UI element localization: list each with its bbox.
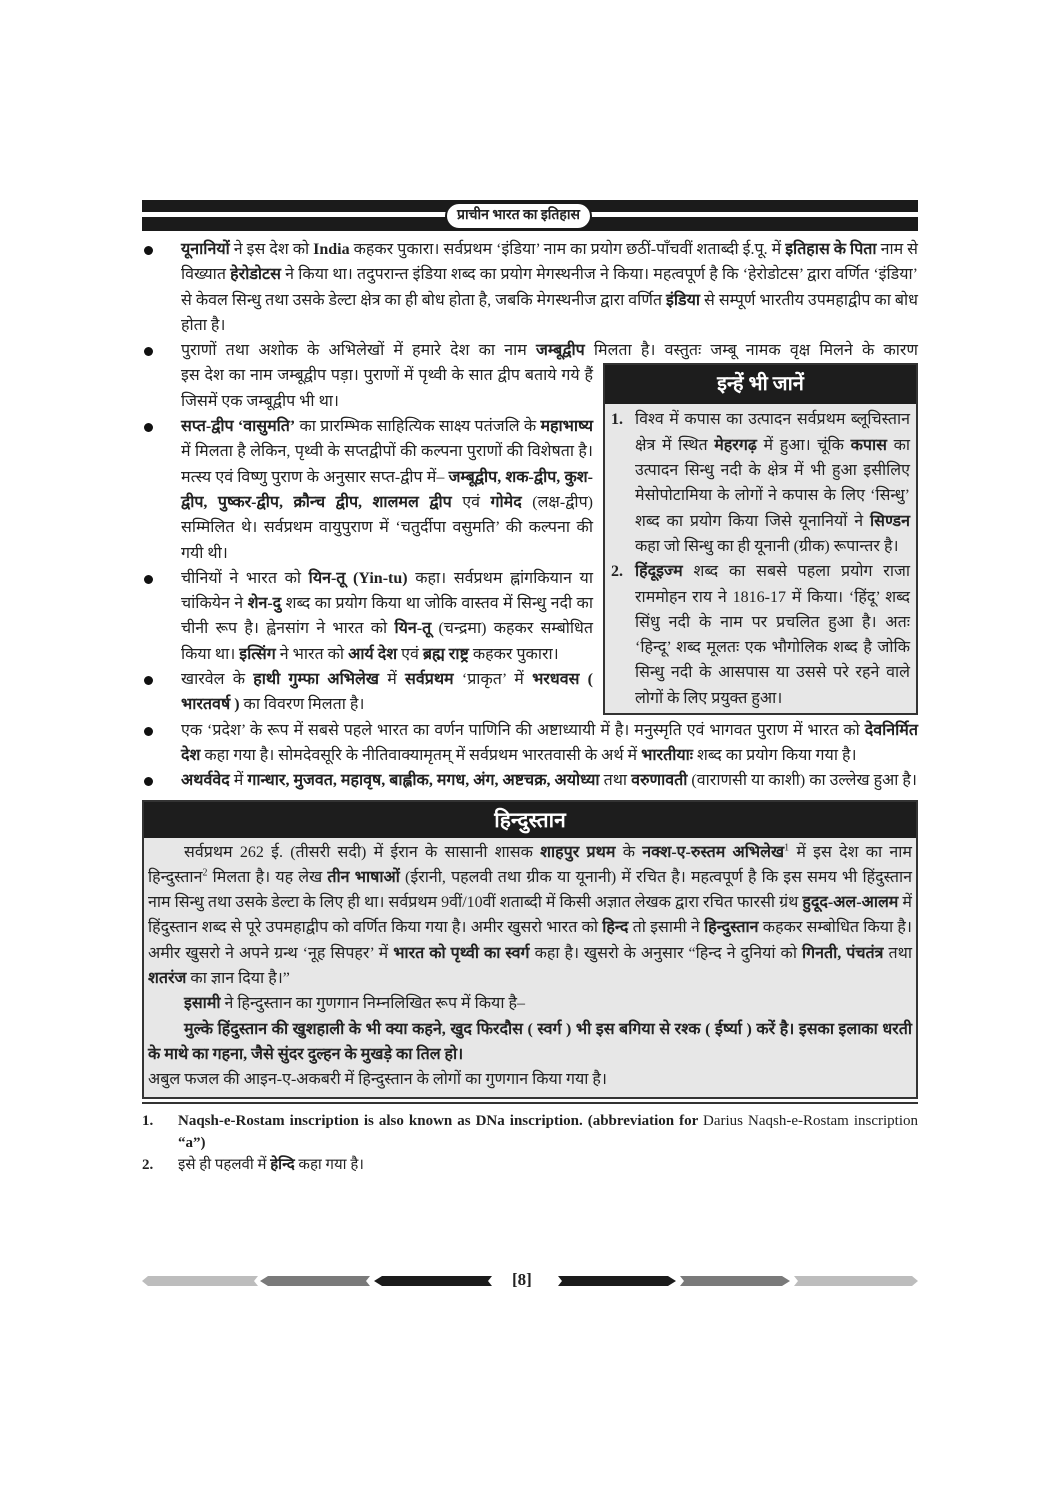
text: ‘प्राकृत’ में (453, 671, 533, 689)
text: एवं (397, 645, 423, 663)
text: कहकर पुकारा। (468, 645, 559, 663)
item-number: 1. (611, 411, 623, 429)
text: एवं (451, 493, 491, 511)
rich-text (178, 1157, 364, 1173)
page-footer (142, 1270, 918, 1292)
bold-text: शतरंज (148, 970, 187, 988)
bold-text: इसामी (184, 995, 221, 1013)
text: पुराणों तथा अशोक के अभिलेखों में हमारे देश का नाम (181, 342, 537, 360)
paragraph (148, 991, 912, 1016)
rich-text (148, 1071, 607, 1088)
bold-text: हेरोडोटस (230, 266, 281, 284)
rich-text (181, 418, 593, 561)
text: मिलता है। यह लेख (207, 868, 328, 886)
bold-text: मेहरगढ़ (714, 436, 757, 454)
page-number: [8] (512, 1270, 532, 1289)
text: चीनियों ने भारत को (181, 569, 309, 587)
divider (142, 1102, 918, 1104)
bold-text: ब्रह्म राष्ट्र (422, 645, 469, 663)
text: में मिलता है लेकिन, पृथ्वी के सप्तद्वीपों की कल्पना पुराणों की विशेषता है। मत्स्य एवं विष्णु पुराण के अनुसार सप्त-द्वीप में– (181, 443, 593, 486)
rich-text (181, 671, 593, 713)
text: कहकर पुकारा। सर्वप्रथम ‘इंडिया’ नाम का प्रयोग छठीं-पाँचवीं शताब्दी ई.पू. में (349, 241, 786, 258)
bullet-icon (144, 246, 153, 255)
bold-text: इंडिया (666, 291, 701, 309)
bold-text: भारतीयाः (641, 746, 693, 764)
rich-text (181, 722, 918, 764)
bold-text: देवनिर्मित देश (181, 721, 918, 764)
bold-text: शाहपुर प्रथम (540, 843, 616, 861)
bold-text: यिन-तू (394, 620, 432, 638)
text: कहा गया है। (294, 1156, 364, 1173)
rich-text (181, 772, 917, 789)
rich-text (148, 1021, 912, 1063)
text: तथा (599, 772, 632, 790)
text: कहकर सम्बोधित किया है। अमीर खुसरो ने अपने ग्रन्थ ‘नूह सिपहर’ में (148, 919, 912, 962)
text: नाम से विख्यात (181, 241, 918, 284)
bullet-icon (144, 347, 153, 356)
bullet-item (142, 338, 918, 363)
text: (ईरानी, पहलवी तथा ग्रीक या यूनानी) में रचित है। महत्वपूर्ण है कि इस समय भी हिंदुस्तान नाम सिन्धु तथा उसके डेल्टा के लिए ही था। सर्वप्रथम 9वीं/10वीं शताब्दी में किसी अज्ञात लेखक द्वारा रचित फारसी ग्रंथ (148, 868, 912, 912)
footnote (142, 1110, 918, 1154)
bullet-icon (144, 575, 153, 584)
text: का प्रारम्भिक साहित्यिक साक्ष्य पतंजलि के (295, 418, 541, 436)
bullet-item (142, 414, 918, 566)
text: में इस देश का नाम हिन्दुस्तान (148, 843, 912, 886)
text: कहा है। खुसरो के अनुसार “हिन्द ने दुनियां को (529, 944, 802, 962)
bullet-icon (144, 423, 153, 432)
bullet-item (142, 667, 918, 718)
text: मिलता है। वस्तुतः जम्बू नामक वृक्ष मिलने के कारण (584, 342, 918, 360)
bold-text: सप्त-द्वीप ‘वासुमति’ (181, 418, 296, 436)
decorative-arrows-left (142, 1276, 502, 1286)
bullet-item (142, 718, 918, 769)
bullet-icon (144, 676, 153, 685)
text: इस देश का नाम जम्बूद्वीप पड़ा। पुराणों में पृथ्वी के सात द्वीप बताये गये हैं जिसमें एक जम्बूद्वीप भी था। (181, 367, 593, 410)
text: तथा (883, 944, 912, 962)
text: ने किया था। तदुपरान्त इंडिया शब्द का प्रयोग मेगस्थनीज ने किया। महत्वपूर्ण है कि ‘हेरोडोटस’ द्वारा वर्णित ‘इंडिया’ से केवल सिन्धु तथा उसके डेल्टा क्षेत्र का ही बोध होता है, जबकि मेगस्थनीज द्वारा वर्णित (181, 266, 918, 309)
text: खारवेल के (181, 671, 254, 689)
bold-text: शेन-दु (247, 595, 282, 613)
bold-text: महाभाष्य (540, 418, 593, 436)
bullet-icon (144, 727, 153, 736)
footnote-ref: 2 (202, 867, 208, 879)
bullet-list (142, 414, 918, 793)
rich-text (181, 241, 918, 334)
know-more-title: इन्हें भी जानें (605, 365, 916, 404)
text: शब्द का प्रयोग किया था जोकि वास्तव में सिन्धु नदी का चीनी रूप है। ह्वेनसांग ने भारत को (181, 595, 593, 638)
bold-text: इत्सिंग (239, 645, 276, 663)
text: विश्व में कपास का उत्पादन सर्वप्रथम ब्लूचिस्तान क्षेत्र में स्थित (635, 411, 910, 454)
rich-text (181, 342, 918, 359)
bold-text: सर्वप्रथम (405, 671, 454, 689)
text: सर्वप्रथम 262 ई. (तीसरी सदी) में ईरान के सासानी शासक (184, 843, 541, 861)
footnote-number: 1. (142, 1112, 154, 1129)
rich-text (181, 570, 593, 663)
bold-text: वरुणावती (631, 772, 688, 790)
header-title: प्राचीन भारत का इतिहास (445, 202, 592, 230)
bold-text: हिन्दुस्तान (704, 919, 759, 937)
bold-text: हिंदूइज्म (635, 563, 683, 581)
paragraph (148, 1067, 912, 1092)
footnote-ref: 1 (784, 842, 790, 854)
text: में हुआ। चूंकि (756, 436, 851, 454)
bold-text: यिन-तू (Yin-tu) (308, 569, 408, 587)
text: कहा। सर्वप्रथम ह्नांगकियान या चांकियेन ने (181, 569, 593, 613)
bold-text: Naqsh-e-Rostam inscription is also known as DNa inscription. (abbreviation for (178, 1112, 704, 1129)
text: में हिंदुस्तान शब्द से पूरे उपमहाद्वीप को वर्णित किया गया है। अमीर खुसरो भारत को (148, 894, 912, 937)
bold-text: अथर्ववेद (181, 772, 230, 790)
text: कहा जो सिन्धु का ही यूनानी (ग्रीक) रूपान्तर है। (635, 537, 899, 555)
text: (लक्ष-द्वीप) सम्मिलित थे। सर्वप्रथम वायुपुराण में ‘चतुर्दीपा वसुमति’ की कल्पना की गयी थी। (181, 493, 593, 562)
text: ने इस देश को (229, 241, 314, 258)
rich-text (178, 1113, 918, 1151)
text: के (615, 843, 643, 861)
text: का ज्ञान दिया है।” (186, 970, 290, 988)
bold-text: जम्बूद्वीप (536, 342, 585, 360)
bold-text: भारत को पृथ्वी का स्वर्ग (393, 944, 530, 962)
item-number: 2. (611, 563, 623, 581)
bold-text: नक्श-ए-रुस्तम अभिलेख (642, 843, 785, 861)
rich-text (181, 367, 593, 409)
text: में (229, 772, 248, 790)
bold-text: हाथी गुम्फा अभिलेख (253, 671, 379, 689)
bold-text: भरधवस ( भारतवर्ष ) (181, 671, 593, 714)
bold-text: “a”) (178, 1134, 206, 1151)
paragraph (148, 840, 912, 992)
bold-text: तीन भाषाओं (327, 868, 400, 886)
text: से सम्पूर्ण भारतीय उपमहाद्वीप का बोध होता है। (181, 291, 918, 334)
footnotes (142, 1110, 918, 1176)
text: कहा गया है। सोमदेवसूरि के नीतिवाक्यामृतम् में सर्वप्रथम भारतवासी के अर्थ में (200, 746, 642, 764)
text: ने हिन्दुस्तान का गुणगान निम्नलिखित रूप में किया है– (220, 995, 525, 1013)
bullet-item (142, 768, 918, 793)
bullet-item (142, 566, 918, 667)
bold-text: कपास (850, 436, 887, 454)
bullet-icon (144, 777, 153, 786)
footnote (142, 1154, 918, 1176)
text: एक ‘प्रदेश’ के रूप में सबसे पहले भारत का वर्णन पाणिनि की अष्टाध्यायी में है। मनुस्मृति एवं भागवत पुराण में भारत को (181, 721, 865, 739)
text: Darius Naqsh-e-Rostam inscription (703, 1112, 918, 1129)
running-header (142, 200, 918, 231)
bold-text: हेन्दि (270, 1156, 295, 1173)
hindustan-title: हिन्दुस्तान (144, 802, 916, 838)
bullet-continuation (142, 363, 918, 414)
quote-paragraph (148, 1017, 912, 1068)
bold-text: गान्धार, मुजवत, महावृष, बाह्लीक, मगध, अंग, अष्टचक्र, अयोध्या (247, 772, 600, 790)
bold-text: आर्य देश (348, 645, 398, 663)
bullet-list (142, 237, 918, 363)
bold-text: इतिहास के पिता (785, 241, 877, 258)
text: इसे ही पहलवी में (178, 1156, 271, 1173)
footnote-number: 2. (142, 1156, 154, 1173)
bold-text: मुल्के हिंदुस्तान की खुशहाली के भी क्या कहने, खुद फिरदौस ( स्वर्ग ) भी इस बगिया से रश्क ( ईर्ष्या ) करें है। इसका इलाका धरती के माथे का गहना, जैसे सुंदर दुल्हन के मुखड़े का तिल हो। (148, 1020, 912, 1063)
text: शब्द का सबसे पहला प्रयोग राजा राममोहन राय ने 1816-17 में किया। ‘हिंदू’ शब्द सिंधु नदी के नाम पर प्रचलित हुआ है। अतः ‘हिन्दू’ शब्द मूलतः एक भौगोलिक शब्द है जोकि सिन्धु नदी के आसपास या उससे परे रहने वाले लोगों के लिए प्रयुक्त हुआ। (635, 563, 910, 707)
bullet-item (142, 237, 918, 338)
rich-text (148, 844, 912, 987)
bold-text: हिन्द (602, 919, 629, 937)
bold-text: हुदूद-अल-आलम (802, 894, 899, 912)
decorative-arrows-right (558, 1276, 918, 1286)
text: (चन्द्रमा) कहकर सम्बोधित किया था। (181, 620, 593, 663)
text: में (378, 671, 406, 689)
bold-text: गोमेद (490, 493, 522, 511)
text: का विवरण मिलता है। (239, 696, 365, 714)
text: तो इसामी ने (628, 919, 705, 937)
text: ने भारत को (275, 645, 349, 663)
hindustan-box (142, 800, 918, 1099)
bold-text: सिण्डन (869, 512, 910, 530)
text: शब्द का प्रयोग किया गया है। (693, 746, 857, 764)
rich-text (184, 995, 525, 1012)
page (142, 200, 918, 1176)
bold-text: जम्बूद्वीप, शक-द्वीप, कुश-द्वीप, पुष्कर-द्वीप, क्रौन्च द्वीप, शालमल द्वीप (181, 468, 593, 511)
text: (वाराणसी या काशी) का उल्लेख हुआ है। (687, 772, 917, 790)
bold-text: गिनती, पंचतंत्र (802, 944, 884, 962)
bold-text: India (313, 241, 350, 258)
text: अबुल फजल की आइन-ए-अकबरी में हिन्दुस्तान के लोगों का गुणगान किया गया है। (148, 1071, 607, 1089)
text: का उत्पादन सिन्धु नदी के क्षेत्र में भी हुआ इसीलिए मेसोपोटामिया के लोगों ने कपास के लिए ‘सिन्धु’ शब्द का प्रयोग किया जिसे यूनानियों ने (635, 436, 910, 530)
bold-text: यूनानियों (181, 241, 230, 258)
